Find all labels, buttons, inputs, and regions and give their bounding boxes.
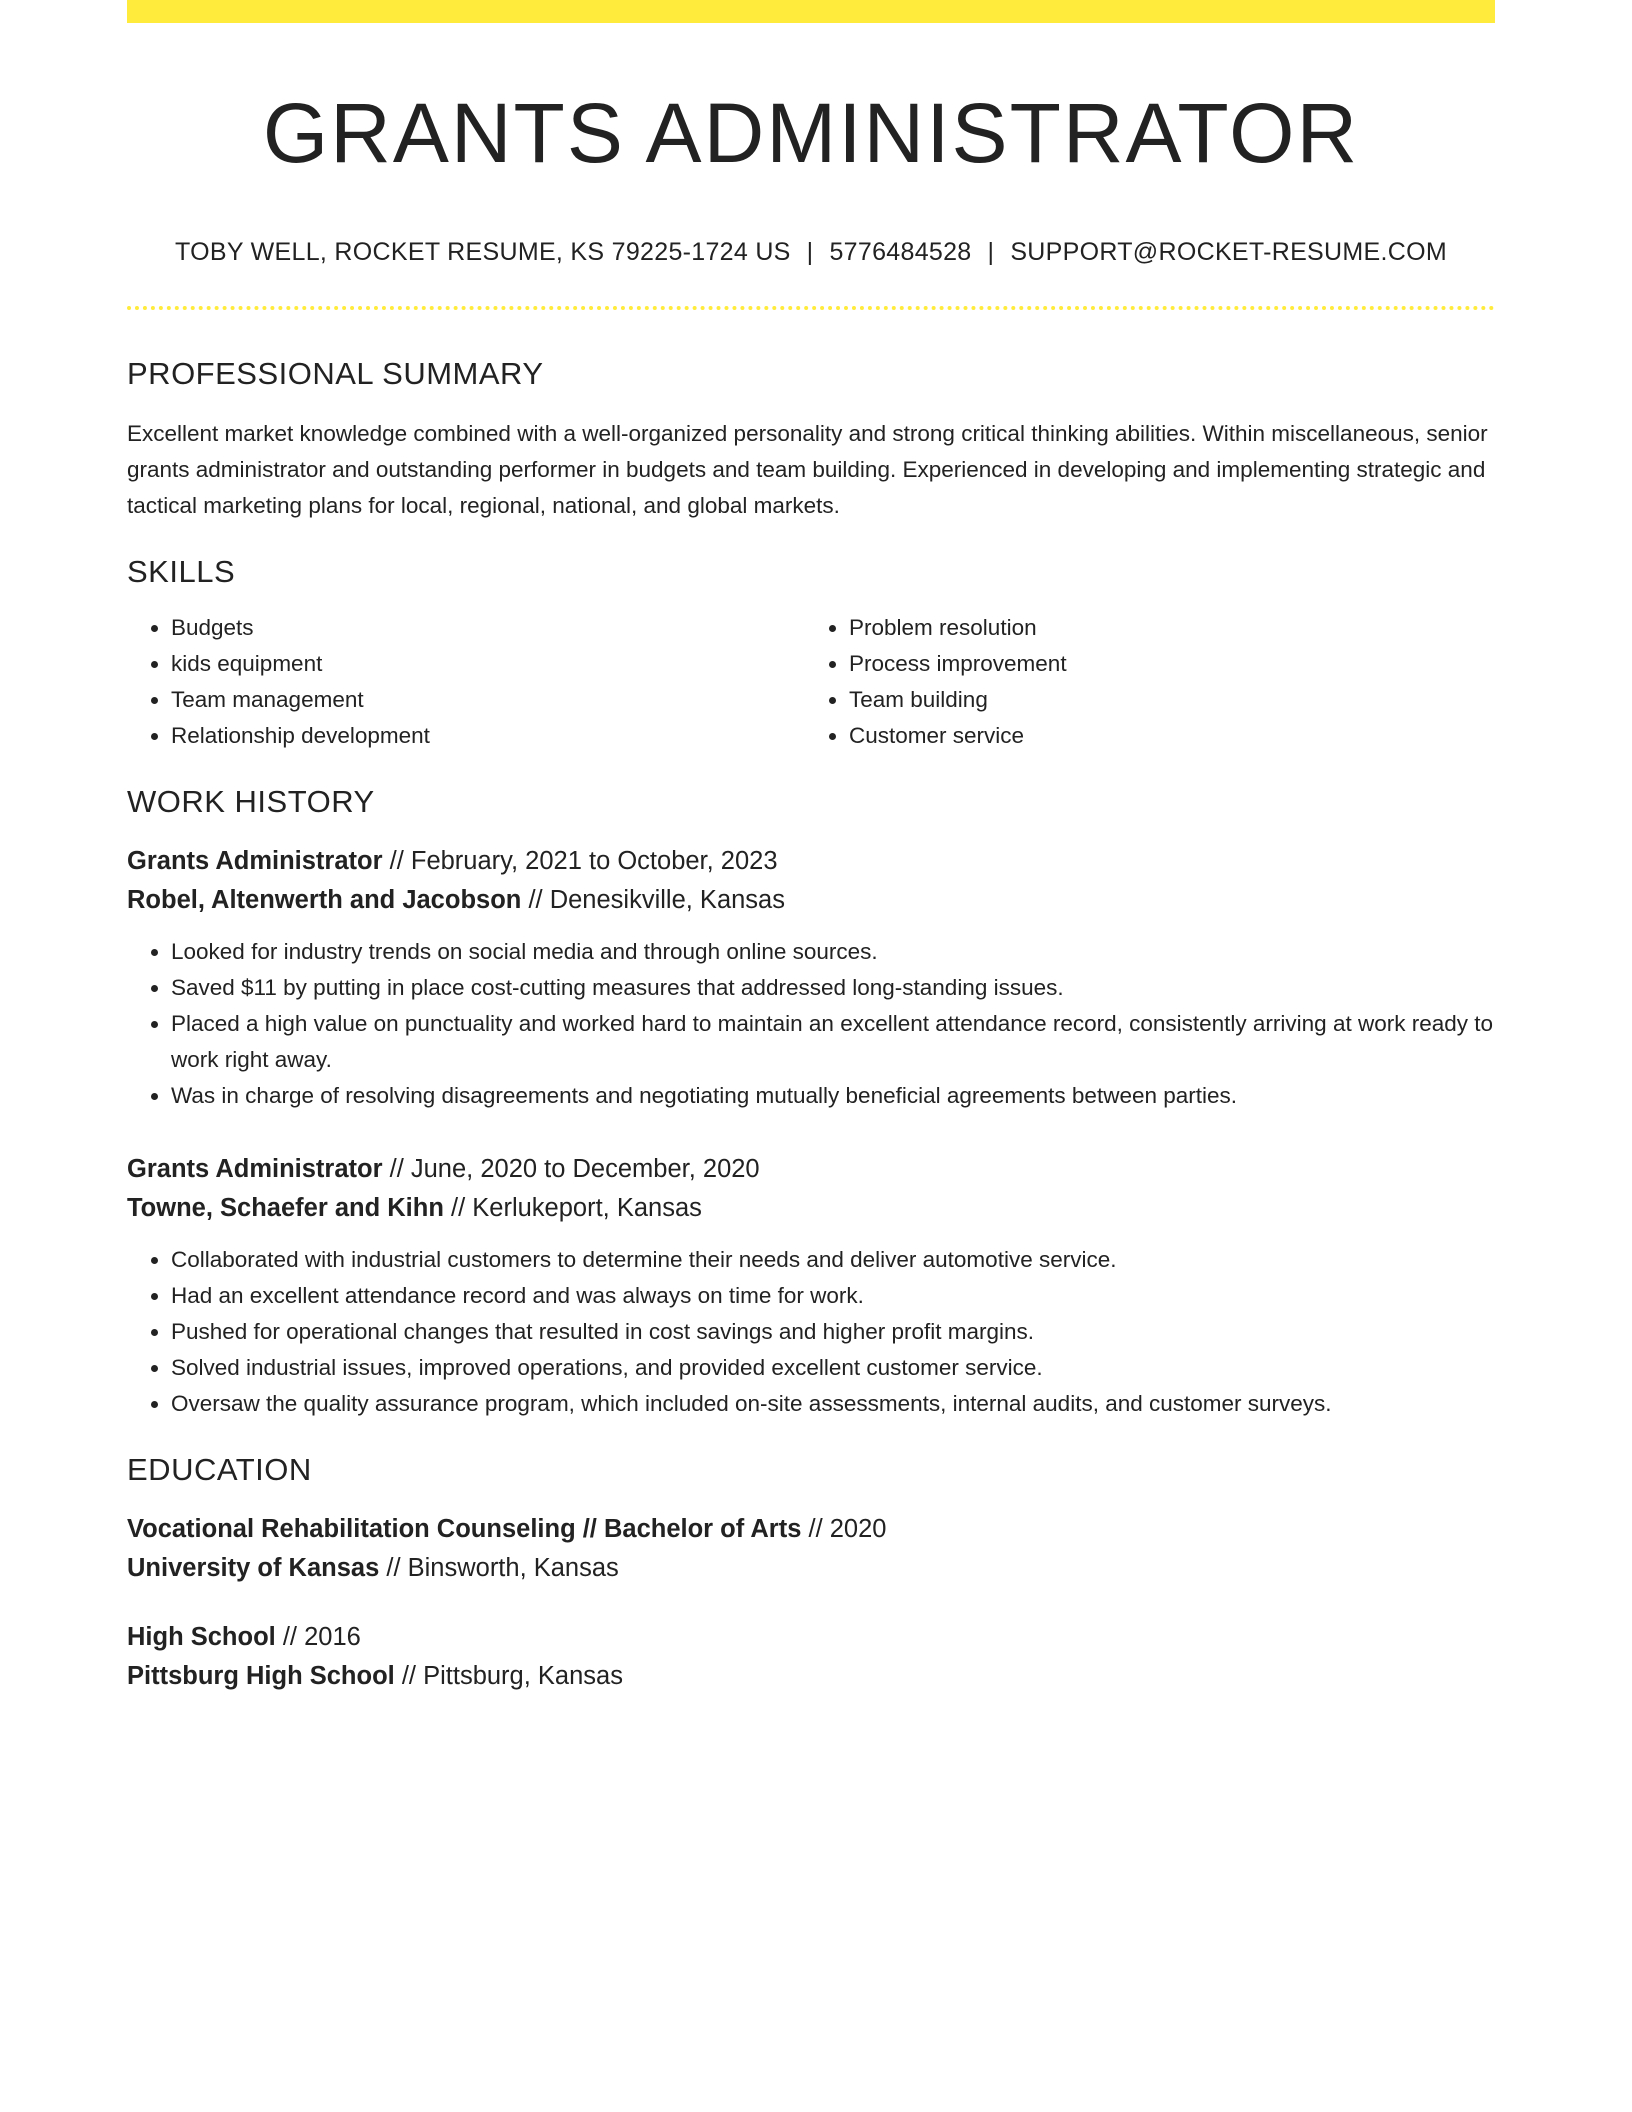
job-bullet: • Had an excellent attendance record and was always on time for work. <box>171 1278 1495 1314</box>
skill-item: • Process improvement <box>849 646 1483 682</box>
skill-item: • kids equipment <box>171 646 805 682</box>
education-degree: Vocational Rehabilitation Counseling // Bachelor of Arts <box>127 1515 802 1544</box>
skill-item: • Team management <box>171 682 805 718</box>
skill-item: • Team building <box>849 682 1483 718</box>
education-degree-line <box>127 1510 1495 1549</box>
job-bullets <box>127 1242 1495 1422</box>
education-location: // Binsworth, Kansas <box>386 1554 619 1583</box>
contact-email: SUPPORT@ROCKET-RESUME.COM <box>1010 237 1447 266</box>
skill-item: • Problem resolution <box>849 610 1483 646</box>
skill-item: • Customer service <box>849 718 1483 754</box>
job-bullet: • Was in charge of resolving disagreements and negotiating mutually beneficial agreements between parties. <box>171 1078 1495 1114</box>
skill-item: • Budgets <box>171 610 805 646</box>
job-title-line <box>127 842 1495 881</box>
job-bullet: • Collaborated with industrial customers to determine their needs and deliver automotive service. <box>171 1242 1495 1278</box>
education-entry <box>127 1618 1495 1696</box>
job-role: Grants Administrator <box>127 847 383 876</box>
job-bullets <box>127 934 1495 1114</box>
job-dates: // June, 2020 to December, 2020 <box>389 1155 760 1184</box>
education-school: Pittsburg High School <box>127 1662 395 1691</box>
job-company-line <box>127 881 1495 920</box>
work-history-heading: WORK HISTORY <box>127 784 375 820</box>
contact-separator: | <box>987 237 995 266</box>
summary-heading: PROFESSIONAL SUMMARY <box>127 356 544 392</box>
job-entry <box>127 1150 1495 1422</box>
job-bullet: • Saved $11 by putting in place cost-cutting measures that addressed long-standing issues. <box>171 970 1495 1006</box>
job-entry <box>127 842 1495 1114</box>
education-entry <box>127 1510 1495 1588</box>
education-location: // Pittsburg, Kansas <box>401 1662 623 1691</box>
job-dates: // February, 2021 to October, 2023 <box>389 847 778 876</box>
header-divider <box>127 306 1495 310</box>
skill-item: • Relationship development <box>171 718 805 754</box>
job-bullet: • Looked for industry trends on social media and through online sources. <box>171 934 1495 970</box>
contact-phone: 5776484528 <box>829 237 972 266</box>
education-school-line <box>127 1549 1495 1588</box>
job-company: Towne, Schaefer and Kihn <box>127 1194 444 1223</box>
job-bullet: • Pushed for operational changes that resulted in cost savings and higher profit margins. <box>171 1314 1495 1350</box>
education-school: University of Kansas <box>127 1554 380 1583</box>
resume-title: GRANTS ADMINISTRATOR <box>262 86 1360 180</box>
job-bullet: • Placed a high value on punctuality and worked hard to maintain an excellent attendance record, consistently arriving at work ready to work right away. <box>171 1006 1495 1078</box>
job-location: // Denesikville, Kansas <box>528 886 785 915</box>
contact-separator: | <box>806 237 814 266</box>
job-role: Grants Administrator <box>127 1155 383 1184</box>
skills-heading: SKILLS <box>127 554 236 590</box>
job-location: // Kerlukeport, Kansas <box>451 1194 702 1223</box>
job-title-line <box>127 1150 1495 1189</box>
education-school-line <box>127 1657 1495 1696</box>
job-bullet: • Oversaw the quality assurance program, which included on-site assessments, internal audits, and customer surveys. <box>171 1386 1495 1422</box>
resume-page <box>127 0 1495 1696</box>
education-degree: High School <box>127 1623 276 1652</box>
contact-address: TOBY WELL, ROCKET RESUME, KS 79225-1724 US <box>175 237 791 266</box>
job-bullet: • Solved industrial issues, improved operations, and provided excellent customer service. <box>171 1350 1495 1386</box>
summary-text: Excellent market knowledge combined with a well-organized personality and strong critical thinking abilities. Within miscellaneous, senior grants administrator and outstanding performer in budgets and team building. Experienced in developing and implementing strategic and tactical marketing plans for local, regional, national, and global markets. <box>127 421 1488 519</box>
skills-column-right <box>805 610 1483 754</box>
education-year: // 2020 <box>808 1515 887 1544</box>
skills-list <box>127 610 1495 754</box>
education-year: // 2016 <box>282 1623 361 1652</box>
job-company-line <box>127 1189 1495 1228</box>
top-accent-bar <box>127 0 1495 23</box>
job-company: Robel, Altenwerth and Jacobson <box>127 886 522 915</box>
education-degree-line <box>127 1618 1495 1657</box>
skills-column-left <box>127 610 805 754</box>
contact-line <box>127 236 1495 269</box>
education-heading: EDUCATION <box>127 1452 312 1488</box>
